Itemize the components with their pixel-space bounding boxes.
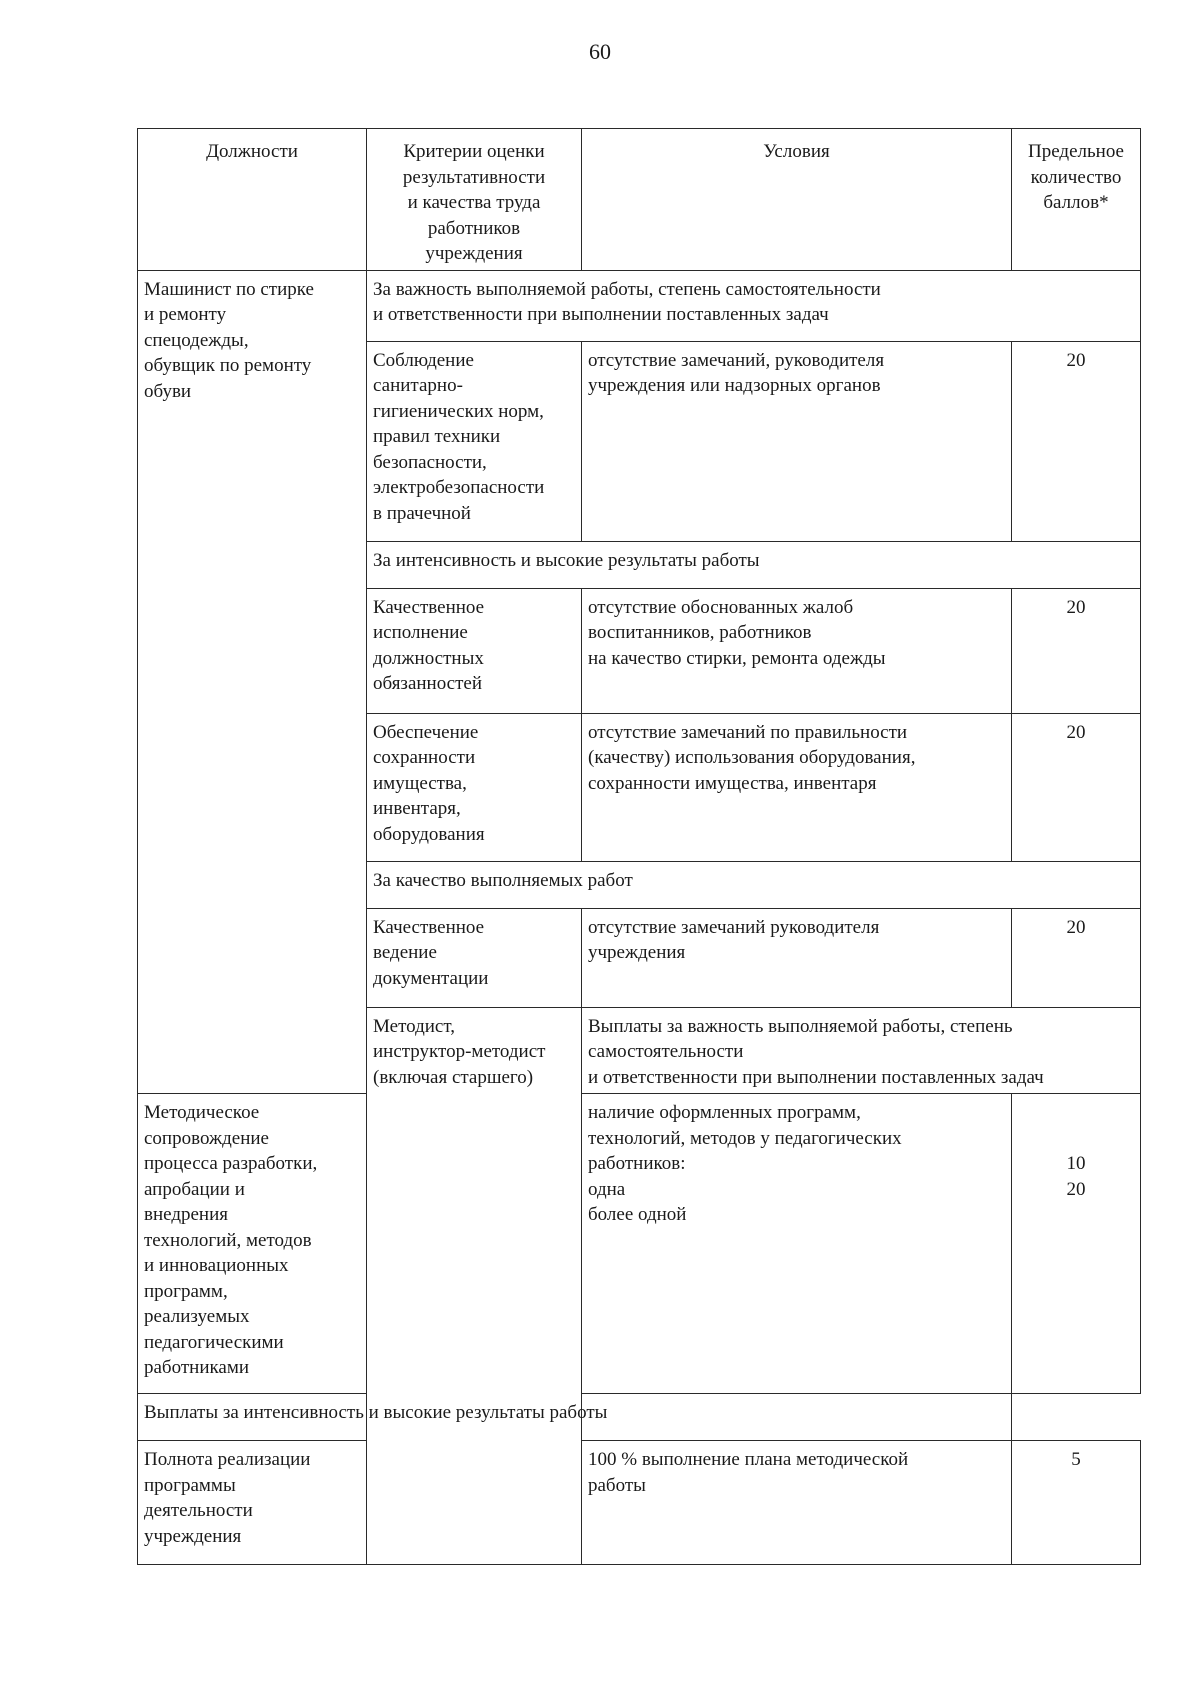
- condition-cell: отсутствие замечаний по правильности (качеству) использования оборудования, сохранности имущества, инвентаря: [582, 713, 1012, 861]
- criterion-cell: Обеспечение сохранности имущества, инвентаря, оборудования: [367, 713, 582, 861]
- points-cell: 20: [1012, 341, 1141, 541]
- header-criteria: Критерии оценки результативности и качества труда работников учреждения: [367, 129, 582, 271]
- section-title: За интенсивность и высокие результаты работы: [367, 541, 1141, 588]
- condition-cell: отсутствие замечаний руководителя учреждения: [582, 908, 1012, 1007]
- position-cell: Машинист по стирке и ремонту спецодежды, обувщик по ремонту обуви: [138, 270, 367, 1094]
- criteria-table: [137, 128, 1141, 1565]
- criterion-cell: Методическое сопровождение процесса разработки, апробации и внедрения технологий, методов и инновационных программ, реализуемых педагогическими работниками: [138, 1094, 367, 1394]
- section-title: Выплаты за важность выполняемой работы, степень самостоятельности и ответственности при выполнении поставленных задач: [582, 1007, 1141, 1094]
- section-row: [138, 1394, 1141, 1441]
- condition-cell: наличие оформленных программ, технологий, методов у педагогических работников: одна более одной: [582, 1094, 1012, 1394]
- condition-cell: отсутствие обоснованных жалоб воспитанников, работников на качество стирки, ремонта одежды: [582, 588, 1012, 713]
- table-row: [138, 1094, 1141, 1394]
- criterion-cell: Полнота реализации программы деятельности учреждения: [138, 1441, 367, 1565]
- header-conditions: Условия: [582, 129, 1012, 271]
- header-max-points: Предельное количество баллов*: [1012, 129, 1141, 271]
- criterion-cell: Качественное исполнение должностных обязанностей: [367, 588, 582, 713]
- condition-cell: 100 % выполнение плана методической работы: [582, 1441, 1012, 1565]
- points-cell: 10 20: [1012, 1094, 1141, 1394]
- points-cell: 20: [1012, 908, 1141, 1007]
- points-cell: 20: [1012, 713, 1141, 861]
- section-row: [138, 270, 1141, 341]
- table-row: [138, 1441, 1141, 1565]
- condition-cell: отсутствие замечаний, руководителя учреждения или надзорных органов: [582, 341, 1012, 541]
- criterion-cell: Соблюдение санитарно- гигиенических норм, правил техники безопасности, электробезопасности в прачечной: [367, 341, 582, 541]
- position-cell: Методист, инструктор-методист (включая старшего): [367, 1007, 582, 1565]
- page-number: 60: [589, 39, 611, 64]
- section-title: За качество выполняемых работ: [367, 861, 1141, 908]
- points-cell: 5: [1012, 1441, 1141, 1565]
- table-header-row: [138, 129, 1141, 271]
- section-title: Выплаты за интенсивность и высокие результаты работы: [138, 1394, 1012, 1441]
- points-cell: 20: [1012, 588, 1141, 713]
- section-title: За важность выполняемой работы, степень самостоятельности и ответственности при выполнении поставленных задач: [367, 270, 1141, 341]
- header-position: Должности: [138, 129, 367, 271]
- criterion-cell: Качественное ведение документации: [367, 908, 582, 1007]
